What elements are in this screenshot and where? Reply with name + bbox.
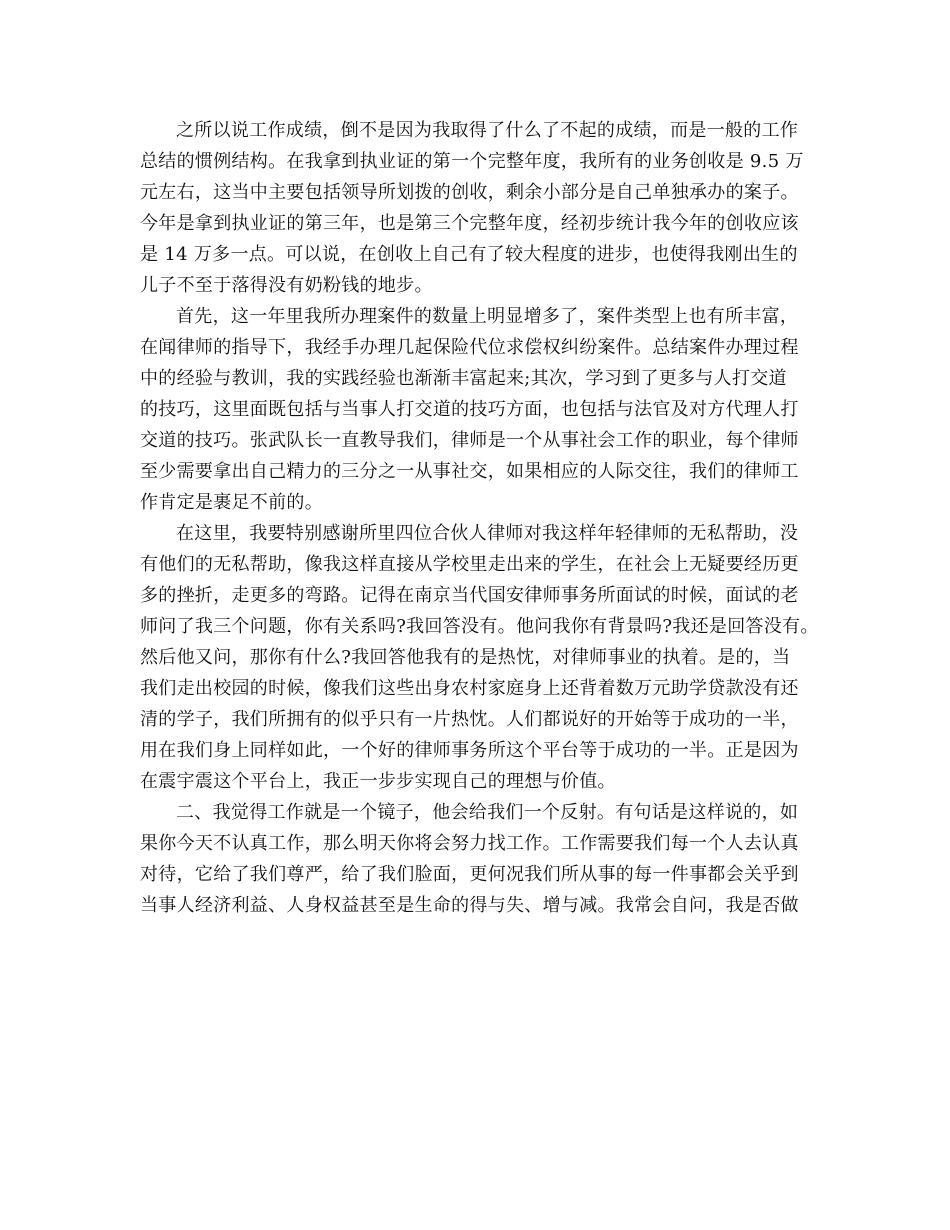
text-line: 二、我觉得工作就是一个镜子，他会给我们一个反射。有句话是这样说的，如: [176, 802, 799, 823]
text-line: 儿子不至于落得没有奶粉钱的地步。: [140, 275, 433, 296]
text-line: 在震宇震这个平台上，我正一步步实现自己的理想与价值。: [140, 771, 616, 792]
text-line: 至少需要拿出自己精力的三分之一从事社交，如果相应的人际交往，我们的律师工: [140, 461, 799, 482]
text-line: 师问了我三个问题，你有关系吗?我回答没有。他问我你有背景吗?我还是回答没有。: [140, 616, 819, 637]
text-line: 的技巧，这里面既包括与当事人打交道的技巧方面，也包括与法官及对方代理人打: [140, 399, 799, 420]
document-body: [140, 115, 822, 921]
text-line: 中的经验与教训，我的实践经验也渐渐丰富起来;其次，学习到了更多与人打交道: [140, 368, 787, 389]
text-line: 然后他又问，那你有什么?我回答他我有的是热忱，对律师事业的执着。是的，当: [140, 647, 791, 668]
text-line: 首先，这一年里我所办理案件的数量上明显增多了，案件类型上也有所丰富，: [176, 306, 799, 327]
text-line: 用在我们身上同样如此，一个好的律师事务所这个平台等于成功的一半。正是因为: [140, 740, 799, 761]
text-line: 果你今天不认真工作，那么明天你将会努力找工作。工作需要我们每一个人去认真: [140, 833, 799, 854]
text-line: 多的挫折，走更多的弯路。记得在南京当代国安律师事务所面试的时候，面试的老: [140, 585, 799, 606]
text-line: 在这里，我要特别感谢所里四位合伙人律师对我这样年轻律师的无私帮助，没: [176, 523, 799, 544]
text-line: 是 14 万多一点。可以说，在创收上自己有了较大程度的进步，也使得我刚出生的: [140, 244, 798, 265]
text-line: 之所以说工作成绩，倒不是因为我取得了什么了不起的成绩，而是一般的工作: [176, 120, 799, 141]
text-line: 今年是拿到执业证的第三年，也是第三个完整年度，经初步统计我今年的创收应该: [140, 213, 799, 234]
text-line: 在闻律师的指导下，我经手办理几起保险代位求偿权纠纷案件。总结案件办理过程: [140, 337, 799, 358]
text-line: 作肯定是裹足不前的。: [140, 492, 323, 513]
text-line: 元左右，这当中主要包括领导所划拨的创收，剩余小部分是自己单独承办的案子。: [140, 182, 799, 203]
text-line: 对待，它给了我们尊严，给了我们脸面，更何况我们所从事的每一件事都会关乎到: [140, 864, 799, 885]
paragraph-work-mirror: [140, 797, 822, 921]
paragraph-gratitude: [140, 518, 822, 797]
text-line: 总结的惯例结构。在我拿到执业证的第一个完整年度，我所有的业务创收是 9.5 万: [140, 151, 804, 172]
paragraph-cases-and-skills: [140, 301, 822, 518]
text-line: 有他们的无私帮助，像我这样直接从学校里走出来的学生，在社会上无疑要经历更: [140, 554, 799, 575]
text-line: 当事人经济利益、人身权益甚至是生命的得与失、增与减。我常会自问，我是否做: [140, 895, 799, 916]
text-line: 清的学子，我们所拥有的似乎只有一片热忱。人们都说好的开始等于成功的一半，: [140, 709, 799, 730]
paragraph-work-results: [140, 115, 822, 301]
text-line: 交道的技巧。张武队长一直教导我们，律师是一个从事社会工作的职业，每个律师: [140, 430, 799, 451]
text-line: 我们走出校园的时候，像我们这些出身农村家庭身上还背着数万元助学贷款没有还: [140, 678, 799, 699]
